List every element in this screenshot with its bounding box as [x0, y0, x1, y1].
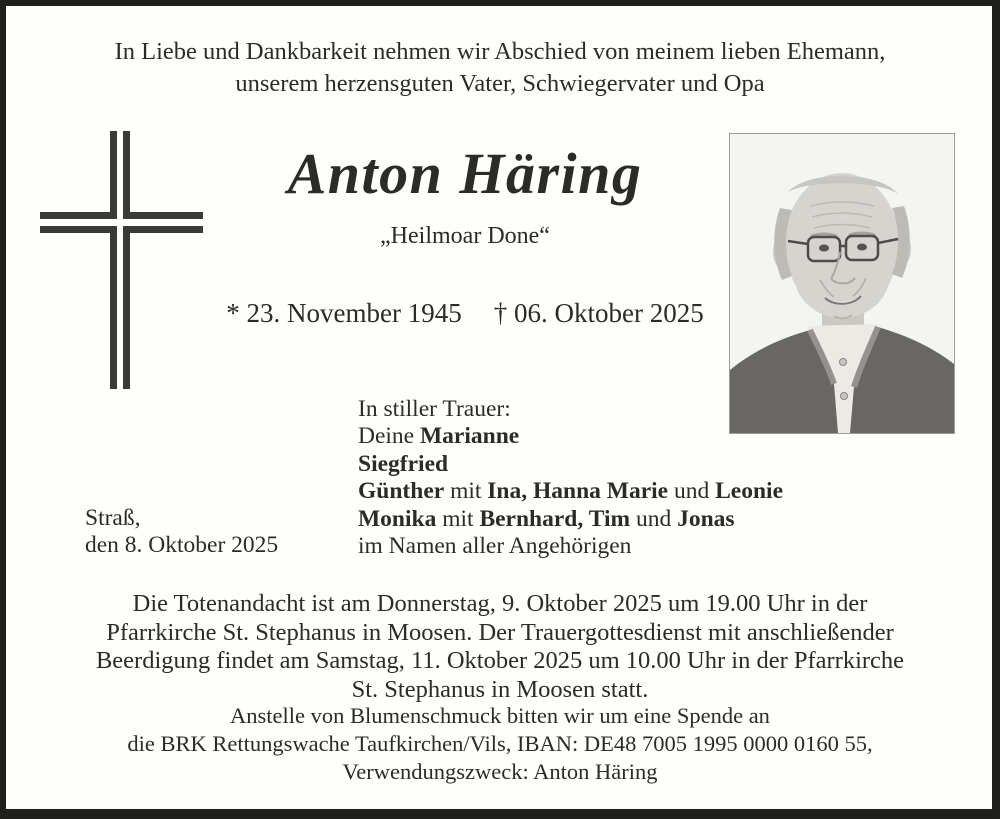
mourning-heading: In stiller Trauer: — [358, 396, 511, 422]
life-dates — [115, 298, 815, 329]
intro-line-2: unserem herzensguten Vater, Schwiegervater und Opa — [235, 70, 765, 97]
birth-date: * 23. November 1945 — [226, 298, 462, 328]
mourning-closing: im Namen aller Angehörigen — [358, 533, 632, 560]
deceased-name: Anton Häring — [287, 141, 643, 206]
funeral-text-line: St. Stephanus in Moosen statt. — [351, 676, 649, 704]
donation-text-line: Verwendungszweck: Anton Häring — [342, 759, 658, 784]
mourning-line: Siegfried — [358, 450, 449, 477]
donation-text-line: Anstelle von Blumenschmuck bitten wir um eine Spende an — [230, 703, 770, 728]
mourning-line: Deine Marianne — [358, 423, 520, 450]
donation-note — [0, 702, 1000, 786]
death-date: † 06. Oktober 2025 — [493, 298, 704, 328]
place-date-block — [85, 505, 278, 560]
mourning-line: Günther mit Ina, Hanna Marie und Leonie — [358, 478, 784, 505]
deceased-nickname: „Heilmoar Done“ — [380, 223, 550, 249]
funeral-text-line: Pfarrkirche St. Stephanus in Moosen. Der Trauergottesdienst mit anschließender — [106, 618, 894, 646]
frame-border — [0, 0, 1000, 6]
intro-text — [0, 36, 1000, 100]
frame-border — [0, 809, 1000, 819]
funeral-text-line: Beerdigung findet am Samstag, 11. Oktober 2025 um 10.00 Uhr in der Pfarrkirche — [95, 647, 905, 675]
donation-text-line: die BRK Rettungswache Taufkirchen/Vils, IBAN: DE48 7005 1995 0000 0160 55, — [127, 731, 873, 756]
intro-line-1: In Liebe und Dankbarkeit nehmen wir Abschied von meinem lieben Ehemann, — [114, 38, 886, 65]
mourning-line: Monika mit Bernhard, Tim und Jonas — [358, 505, 735, 532]
place-line: Straß, — [85, 505, 141, 531]
portrait-photo — [729, 133, 955, 434]
mourners-block — [358, 396, 783, 560]
place-line: den 8. Oktober 2025 — [85, 532, 279, 559]
funeral-text-line: Die Totenandacht ist am Donnerstag, 9. Oktober 2025 um 19.00 Uhr in der — [132, 590, 868, 617]
funeral-details — [0, 590, 1000, 705]
